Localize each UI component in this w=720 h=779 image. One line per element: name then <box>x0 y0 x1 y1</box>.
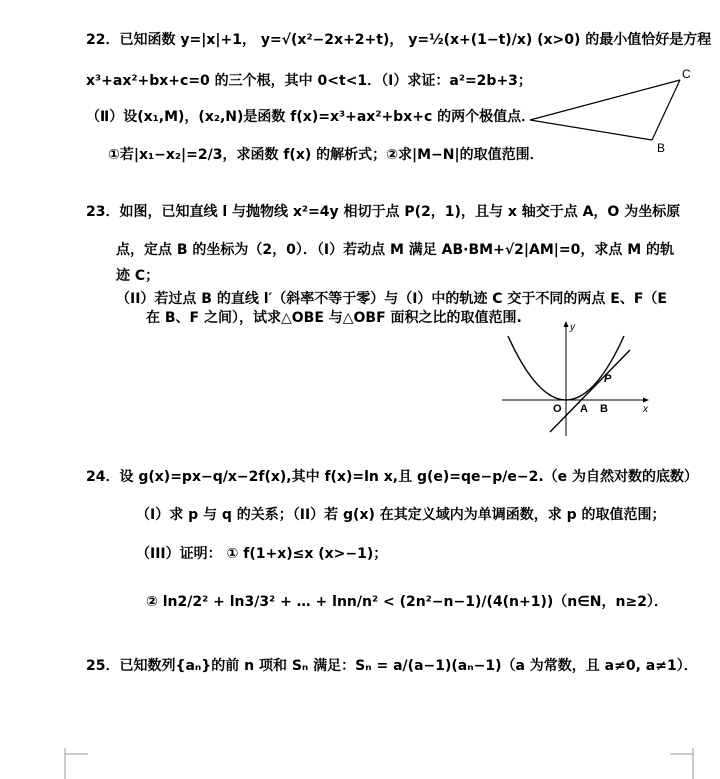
q25-line1: 25．已知数列{aₙ}的前 n 项和 Sₙ 满足：Sₙ = a/(a−1)(aₙ−1)（a 为常数，且 a≠0, a≠1）． <box>86 658 698 674</box>
q23-line4: （II）若过点 B 的直线 l′（斜率不等于零）与（I）中的轨迹 C 交于不同的两点 E、F（E <box>116 291 667 307</box>
q24-line4: ② ln2/2² + ln3/3² + … + lnn/n² < (2n²−n−1)/(4(n+1))（n∈N，n≥2）． <box>146 594 668 610</box>
q24-line2: （I）求 p 与 q 的关系；（II）若 g(x) 在其定义域内为单调函数，求 p 的取值范围； <box>136 507 666 523</box>
q22-line1: 22．已知函数 y=|x|+1， y=√(x²−2x+2+t)， y=½(x+(1−t)/x) (x>0) 的最小值恰好是方程 <box>86 32 712 48</box>
triangle-side-ab <box>530 120 652 140</box>
page-corner-mark-left <box>60 748 90 779</box>
triangle-side-cb <box>652 80 680 140</box>
x-axis-arrow <box>643 398 649 403</box>
y-axis-arrow <box>564 321 569 327</box>
q23-line2: 点，定点 B 的坐标为（2，0）．（I）若动点 M 满足 AB·BM+√2|AM|=0，求点 M 的轨 <box>116 242 675 258</box>
page-corner-mark-right <box>668 748 698 779</box>
parabola-figure <box>498 318 658 438</box>
q23-line3: 迹 C； <box>116 268 160 284</box>
triangle-label-b: B <box>657 141 666 155</box>
label-a: A <box>580 403 588 415</box>
tangent-line <box>550 350 630 432</box>
q23-line5: 在 B、F 之间），试求△OBE 与△OBF 面积之比的取值范围. <box>146 310 522 326</box>
label-o: O <box>553 403 562 415</box>
label-y: y <box>570 322 575 333</box>
q23-line1: 23．如图，已知直线 l 与抛物线 x²=4y 相切于点 P(2，1)，且与 x 轴交于点 A，O 为坐标原 <box>86 204 681 220</box>
q22-line2: x³+ax²+bx+c=0 的三个根，其中 0<t<1．（Ⅰ）求证：a²=2b+3； <box>86 73 532 89</box>
triangle-label-c: C <box>682 67 691 81</box>
label-p: P <box>604 373 612 385</box>
triangle-side-ac <box>530 80 680 120</box>
q24-line1: 24．设 g(x)=px−q/x−2f(x),其中 f(x)=ln x,且 g(e)=qe−p/e−2.（e 为自然对数的底数） <box>86 469 699 485</box>
label-x: x <box>643 404 648 415</box>
triangle-figure <box>520 62 710 160</box>
q22-line3: （Ⅱ）设(x₁,M)，(x₂,N)是函数 f(x)=x³+ax²+bx+c 的两个极值点． <box>86 109 536 125</box>
label-b: B <box>600 403 608 415</box>
q22-line4: ①若|x₁−x₂|=2/3，求函数 f(x) 的解析式；②求|M−N|的取值范围． <box>108 147 544 163</box>
q24-line3: （III）证明： ① f(1+x)≤x (x>−1)； <box>136 546 388 562</box>
